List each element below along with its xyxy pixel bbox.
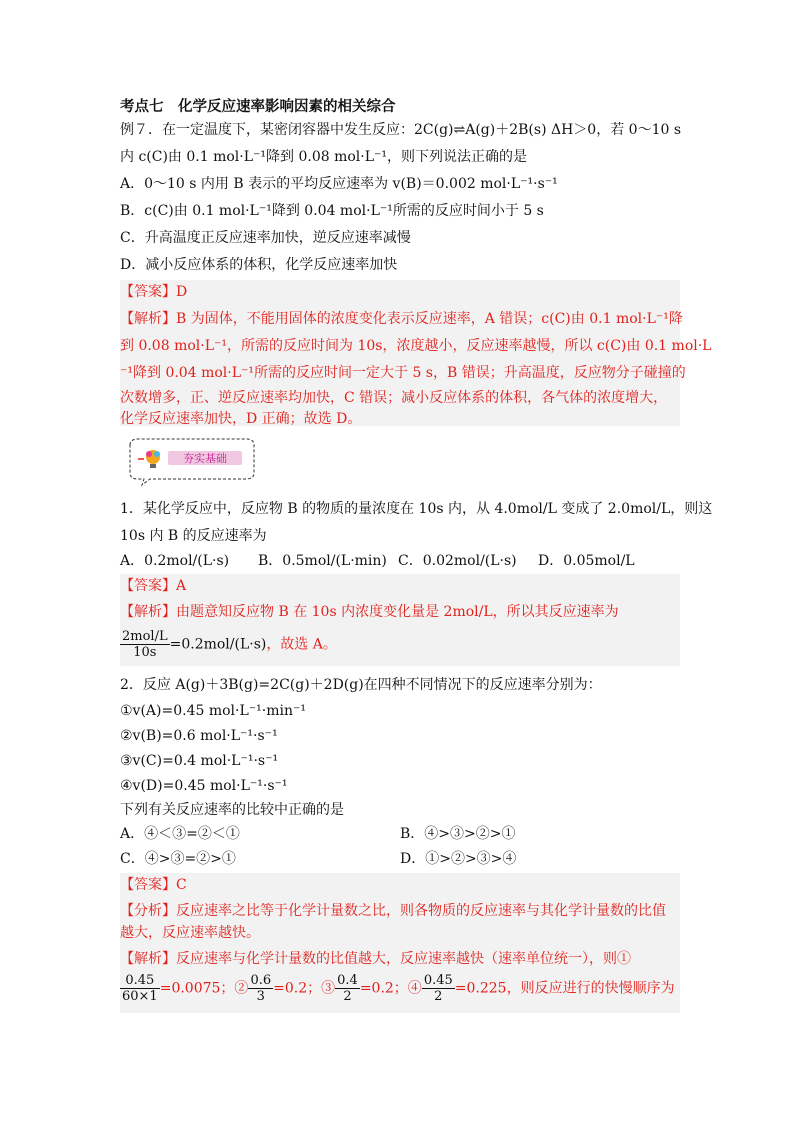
section-title: 考点七 化学反应速率影响因素的相关综合 bbox=[120, 99, 396, 115]
banner-bubble bbox=[120, 437, 260, 487]
q2-option-b: B．④>③>②>① bbox=[400, 826, 516, 842]
q2-analysis-1: 【分析】反应速率之比等于化学计量数之比，则各物质的反应速率与其化学计量数的比值 bbox=[120, 903, 666, 919]
q2-rate-3: ③v(C)=0.4 mol·L⁻¹·s⁻¹ bbox=[120, 753, 279, 769]
q1-option-c: C．0.02mol/(L·s) bbox=[398, 553, 517, 569]
example-analysis-4: 次数增多，正、逆反应速率均加快，C 错误；减小反应体系的体积，各气体的浓度增大， bbox=[120, 390, 668, 406]
example-option-a: A．0～10 s 内用 B 表示的平均反应速率为 v(B)＝0.002 mol·L⁻¹·s⁻¹ bbox=[120, 176, 558, 192]
q2-answer-box bbox=[120, 873, 680, 1013]
q2-option-c: C．④>③=②>① bbox=[120, 851, 236, 867]
example-line-2: 内 c(C)由 0.1 mol·L⁻¹降到 0.08 mol·L⁻¹，则下列说法正确的是 bbox=[120, 149, 528, 165]
example-analysis-1: 【解析】B 为固体，不能用固体的浓度变化表示反应速率，A 错误；c(C)由 0.1 mol·L⁻¹降 bbox=[120, 311, 683, 327]
q2-answer: 【答案】C bbox=[120, 877, 187, 893]
example-line-1: 例７．在一定温度下，某密闭容器中发生反应：2C(g)⇌A(g)＋2B(s) ΔH＞0，若 0～10 s bbox=[120, 122, 682, 138]
q2-solution-1: 【解析】反应速率与化学计量数的比值越大，反应速率越快（速率单位统一），则① bbox=[120, 951, 631, 967]
q1-analysis: 【解析】由题意知反应物 B 在 10s 内浓度变化量是 2mol/L，所以其反应速率为 bbox=[120, 604, 619, 620]
q2-line-1: 2．反应 A(g)＋3B(g)=2C(g)＋2D(g)在四种不同情况下的反应速率分别为： bbox=[120, 677, 602, 693]
q1-answer: 【答案】A bbox=[120, 578, 187, 594]
q2-stem: 下列有关反应速率的比较中正确的是 bbox=[120, 802, 344, 818]
example-answer-box bbox=[120, 280, 712, 427]
example-option-c: C．升高温度正反应速率加快，逆反应速率减慢 bbox=[120, 230, 411, 246]
q1-option-d: D．0.05mol/L bbox=[538, 553, 635, 569]
q1-fraction: $\frac{\text{2mol/L}}{10s}$ bbox=[122, 629, 168, 660]
q2-fraction-4: $\frac{0.45}{2}$ bbox=[423, 973, 453, 1004]
q2-rate-2: ②v(B)=0.6 mol·L⁻¹·s⁻¹ bbox=[120, 728, 278, 744]
q1-line-1: 1．某化学反应中，反应物 B 的物质的量浓度在 10s 内，从 4.0mol/L 变成了 2.0mol/L，则这 bbox=[120, 501, 713, 517]
q2-calculation: $\frac{0.45}{60\times 1}$ =0.0075；② $\frac{0.6}{3}$ =0.2；③ $\frac{0.4}{2}$ =0.2；④ $\frac{0.45}{2}$ =0.225，则反应进行的快慢顺序为 bbox=[122, 973, 675, 1004]
q2-option-d: D．①>②>③>④ bbox=[400, 851, 517, 867]
q2-rate-4: ④v(D)=0.45 mol·L⁻¹·s⁻¹ bbox=[120, 778, 288, 794]
q1-option-a: A．0.2mol/(L·s) bbox=[120, 553, 230, 569]
example-answer: 【答案】D bbox=[120, 284, 188, 300]
example-analysis-3: ⁻¹降到 0.04 mol·L⁻¹所需的反应时间一定大于 5 s，B 错误；升高温度，反应物分子碰撞的 bbox=[120, 365, 686, 381]
q1-line-2: 10s 内 B 的反应速率为 bbox=[120, 528, 267, 544]
example-analysis-2: 到 0.08 mol·L⁻¹，所需的反应时间为 10s，浓度越小，反应速率越慢，所以 c(C)由 0.1 mol·L bbox=[120, 338, 712, 354]
banner-text: 夯实基础 bbox=[183, 452, 227, 465]
example-option-d: D．减小反应体系的体积，化学反应速率加快 bbox=[120, 257, 398, 273]
q2-fraction-1: $\frac{0.45}{60\times 1}$ bbox=[122, 973, 158, 1004]
q2-fraction-3: $\frac{0.4}{2}$ bbox=[337, 973, 358, 1004]
q1-answer-box bbox=[120, 574, 680, 666]
q2-analysis-2: 越大，反应速率越快。 bbox=[120, 925, 260, 941]
example-option-b: B．c(C)由 0.1 mol·L⁻¹降到 0.04 mol·L⁻¹所需的反应时间小于 5 s bbox=[120, 203, 544, 219]
q2-option-a: A．④＜③=②＜① bbox=[120, 826, 240, 842]
q1-option-b: B．0.5mol/(L·min) bbox=[258, 553, 387, 569]
q2-rate-1: ①v(A)=0.45 mol·L⁻¹·min⁻¹ bbox=[120, 703, 306, 719]
example-analysis-5: 化学反应速率加快，D 正确；故选 D。 bbox=[120, 411, 362, 427]
q1-calculation: $\frac{\text{2mol/L}}{10s}$ =0.2mol/(L·s)，故选 A。 bbox=[122, 629, 337, 660]
q2-fraction-2: $\frac{0.6}{3}$ bbox=[250, 973, 272, 1004]
